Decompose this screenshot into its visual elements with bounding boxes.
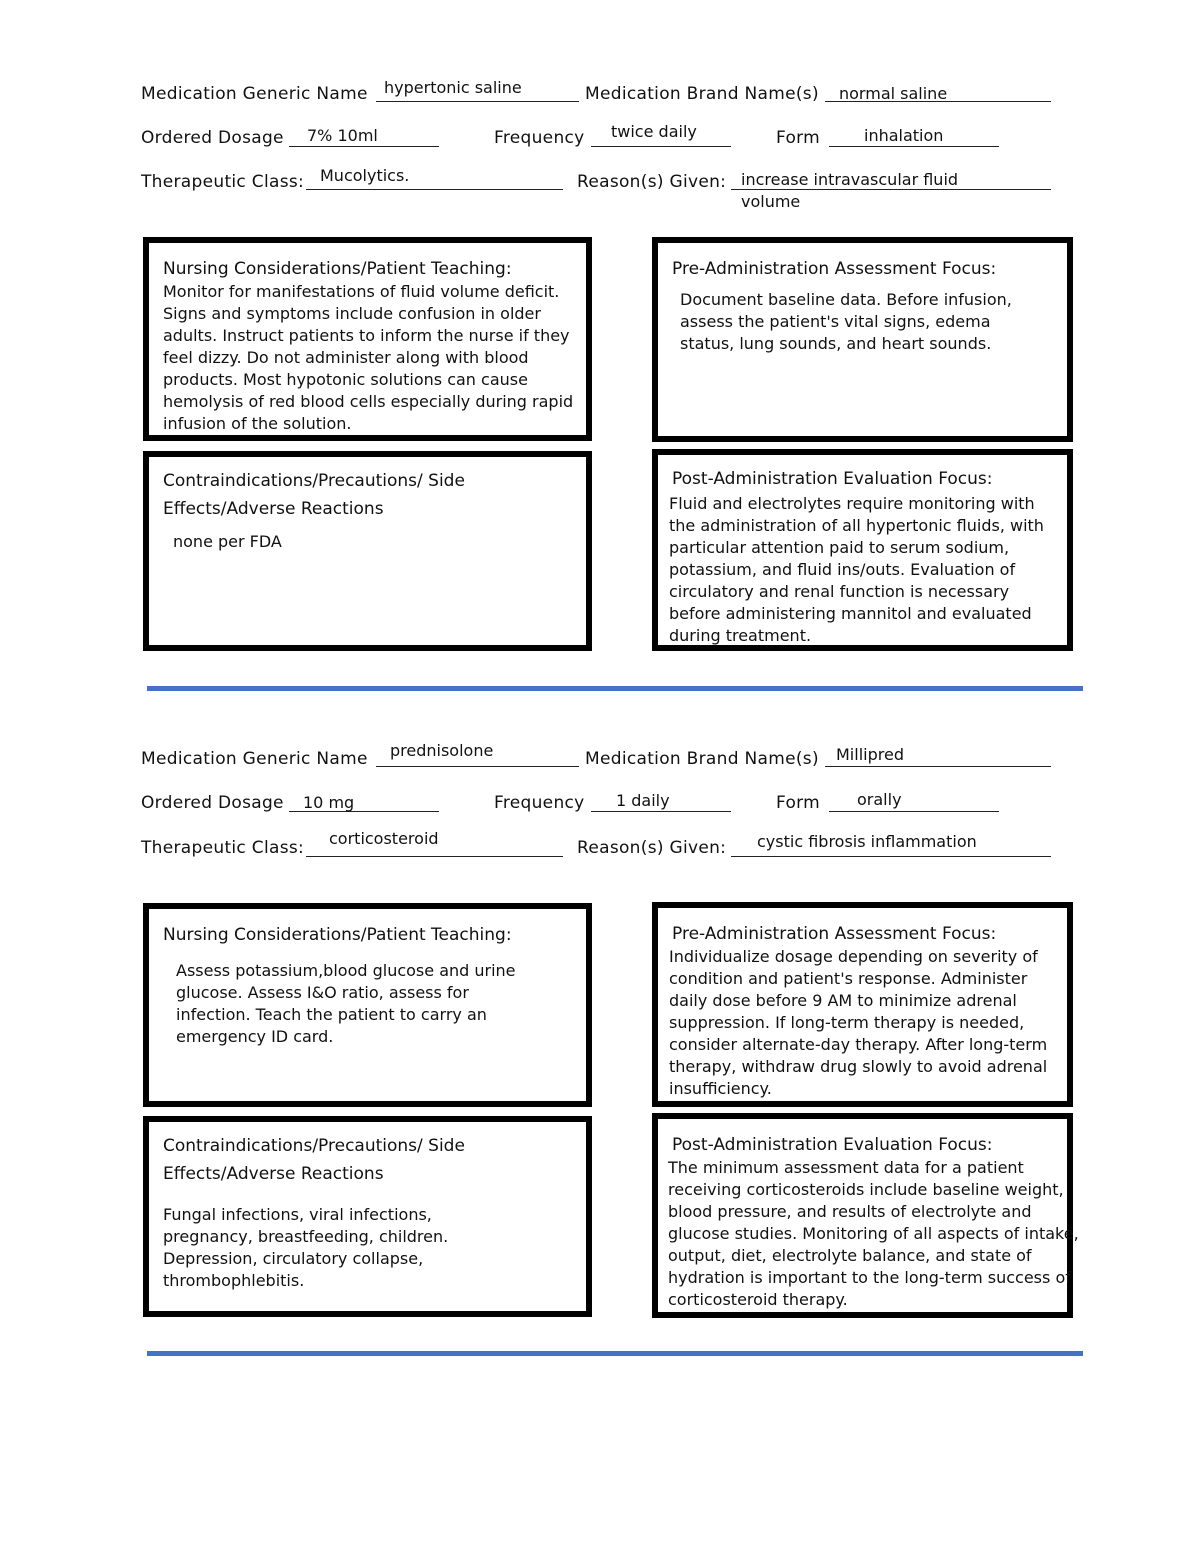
frequency-label: Frequency — [494, 793, 585, 813]
post-administration-title: Post-Administration Evaluation Focus: — [672, 1135, 993, 1155]
generic-name-value[interactable]: hypertonic saline — [384, 78, 522, 97]
frequency-value[interactable]: 1 daily — [616, 791, 670, 810]
therapeutic-class-label: Therapeutic Class: — [141, 838, 305, 858]
pre-administration-text[interactable]: Individualize dosage depending on severity of condition and patient's response. Administer daily dose before 9 AM to minimize adrenal suppression. If long-term therapy is needed, consider alternate-day therapy. After long-term therapy, withdraw drug slowly to avoid adrenal insufficiency. — [669, 947, 1048, 1098]
therapeutic-class-underline — [306, 189, 563, 190]
therapeutic-class-value[interactable]: Mucolytics. — [320, 166, 410, 185]
brand-name-label: Medication Brand Name(s) — [585, 749, 819, 769]
brand-name-label: Medication Brand Name(s) — [585, 84, 819, 104]
card-separator-2 — [147, 1351, 1083, 1356]
ordered-dosage-underline — [289, 146, 439, 147]
ordered-dosage-label: Ordered Dosage — [141, 793, 284, 813]
post-administration-text[interactable]: The minimum assessment data for a patient receiving corticosteroids include baseline weight, blood pressure, and results of electrolyte and glucose studies. Monitoring of all aspects of intake, output, diet, electrolyte balance, and state of hydration is important to the long-term success of corticosteroid therapy. — [668, 1158, 1079, 1309]
generic-name-label: Medication Generic Name — [141, 749, 368, 769]
contraindications-text[interactable]: Fungal infections, viral infections, pregnancy, breastfeeding, children. Depression, circulatory collapse, thrombophlebitis. — [163, 1205, 449, 1290]
form-label: Form — [776, 793, 821, 813]
reasons-given-underline — [731, 856, 1051, 857]
frequency-label: Frequency — [494, 128, 585, 148]
reasons-given-value[interactable]: cystic fibrosis inflammation — [757, 832, 977, 851]
pre-administration-box — [652, 902, 1073, 1107]
contraindications-text[interactable]: none per FDA — [173, 532, 282, 551]
form-underline — [829, 146, 999, 147]
reasons-given-label: Reason(s) Given: — [577, 172, 727, 192]
contraindications-box — [143, 1116, 592, 1317]
form-value[interactable]: inhalation — [864, 126, 944, 145]
contraindications-title: Contraindications/Precautions/ Side Effects/Adverse Reactions — [163, 471, 465, 519]
ordered-dosage-value[interactable]: 7% 10ml — [307, 126, 378, 145]
frequency-underline — [591, 146, 731, 147]
ordered-dosage-label: Ordered Dosage — [141, 128, 284, 148]
post-administration-box — [652, 1113, 1079, 1318]
generic-name-label: Medication Generic Name — [141, 84, 368, 104]
frequency-underline — [591, 811, 731, 812]
form-label: Form — [776, 128, 821, 148]
contraindications-box — [143, 451, 592, 651]
nursing-considerations-title: Nursing Considerations/Patient Teaching: — [163, 925, 512, 945]
pre-administration-box — [652, 237, 1073, 442]
nursing-considerations-box — [143, 237, 592, 441]
therapeutic-class-value[interactable]: corticosteroid — [329, 829, 439, 848]
post-administration-box — [652, 449, 1073, 651]
pre-administration-title: Pre-Administration Assessment Focus: — [672, 924, 997, 944]
therapeutic-class-label: Therapeutic Class: — [141, 172, 305, 192]
therapeutic-class-underline — [306, 856, 563, 857]
card-separator-1 — [147, 686, 1083, 691]
nursing-considerations-box — [143, 903, 592, 1107]
brand-name-value[interactable]: Millipred — [836, 745, 904, 764]
pre-administration-title: Pre-Administration Assessment Focus: — [672, 259, 997, 279]
contraindications-title: Contraindications/Precautions/ Side Effects/Adverse Reactions — [163, 1136, 465, 1184]
brand-name-value[interactable]: normal saline — [839, 84, 948, 103]
reasons-given-label: Reason(s) Given: — [577, 838, 727, 858]
brand-name-underline — [825, 766, 1051, 767]
post-administration-title: Post-Administration Evaluation Focus: — [672, 469, 993, 489]
form-underline — [829, 811, 999, 812]
frequency-value[interactable]: twice daily — [611, 122, 697, 141]
pre-administration-text[interactable]: Document baseline data. Before infusion, assess the patient's vital signs, edema status, lung sounds, and heart sounds. — [680, 290, 1012, 353]
reasons-given-value-line2[interactable]: volume — [741, 192, 801, 211]
ordered-dosage-value[interactable]: 10 mg — [303, 793, 355, 812]
form-value[interactable]: orally — [857, 790, 902, 809]
generic-name-underline — [376, 766, 579, 767]
nursing-considerations-text[interactable]: Assess potassium,blood glucose and urine glucose. Assess I&O ratio, assess for infection. Teach the patient to carry an emergency ID card. — [176, 961, 516, 1046]
reasons-given-value-line1[interactable]: increase intravascular fluid — [741, 170, 959, 189]
generic-name-underline — [376, 101, 579, 102]
nursing-considerations-title: Nursing Considerations/Patient Teaching: — [163, 259, 512, 279]
nursing-considerations-text[interactable]: Monitor for manifestations of fluid volume deficit. Signs and symptoms include confusion in older adults. Instruct patients to inform the nurse if they feel dizzy. Do not administer along with blood products. Most hypotonic solutions can cause hemolysis of red blood cells especially during rapid infusion of the solution. — [163, 282, 574, 433]
generic-name-value[interactable]: prednisolone — [390, 741, 494, 760]
reasons-given-underline — [731, 189, 1051, 190]
post-administration-text[interactable]: Fluid and electrolytes require monitoring with the administration of all hypertonic fluids, with particular attention paid to serum sodium, potassium, and fluid ins/outs. Evaluation of circulatory and renal function is necessary before administering mannitol and evaluated during treatment. — [669, 494, 1044, 645]
